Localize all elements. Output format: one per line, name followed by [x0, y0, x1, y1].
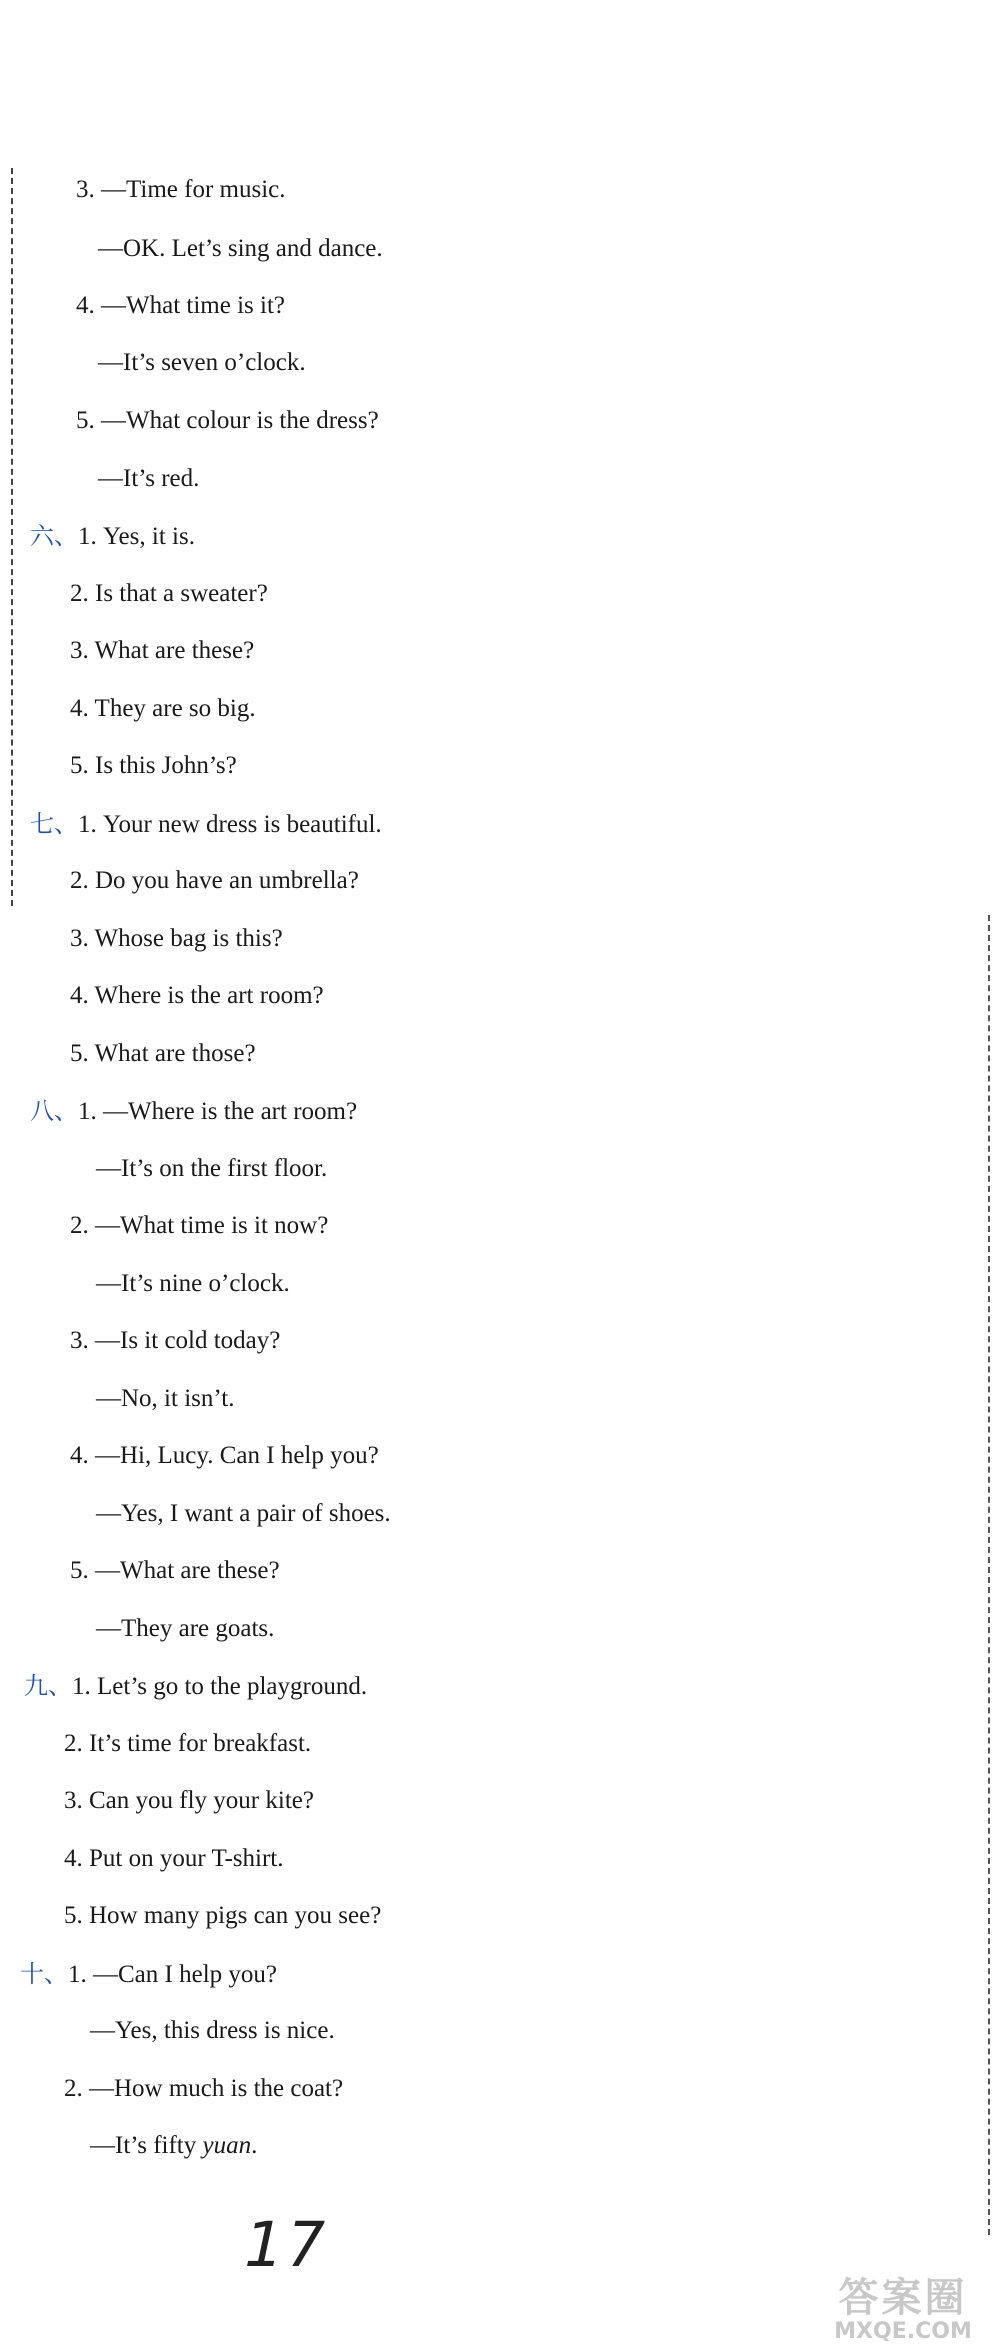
section-six-line-3: 3. What are these?: [70, 637, 255, 664]
section-nine-line-2: 2. It’s time for breakfast.: [64, 1730, 312, 1757]
answer-line-5-3-a: —OK. Let’s sing and dance.: [98, 235, 383, 262]
section-nine-line-3: 3. Can you fly your kite?: [64, 1787, 314, 1814]
page-number: 17: [236, 2208, 335, 2281]
section-eight-line-2-q: 2. —What time is it now?: [70, 1212, 329, 1239]
section-six-line-4: 4. They are so big.: [70, 695, 256, 722]
section-eight-line-1-a: —It’s on the first floor.: [96, 1155, 328, 1182]
section-eight-line-3-q: 3. —Is it cold today?: [70, 1327, 281, 1354]
section-seven-line-5: 5. What are those?: [70, 1040, 256, 1067]
section-marker-seven: 七、: [30, 810, 78, 838]
section-nine-line-4: 4. Put on your T-shirt.: [64, 1845, 284, 1872]
answer-line-5-3-q: 3. —Time for music.: [76, 176, 286, 203]
section-seven-line-2: 2. Do you have an umbrella?: [70, 867, 359, 894]
section-eight-line-1: 八、1. —Where is the art room?: [30, 1097, 358, 1125]
section-ten-line-2-q: 2. —How much is the coat?: [64, 2075, 344, 2102]
section-marker-six: 六、: [30, 522, 78, 550]
section-eight-line-4-a: —Yes, I want a pair of shoes.: [96, 1500, 391, 1527]
section-ten-line-2-a: —It’s fifty yuan.: [90, 2132, 258, 2159]
section-eight-line-5-a: —They are goats.: [96, 1615, 275, 1642]
answer-line-5-5-q: 5. —What colour is the dress?: [76, 407, 379, 434]
right-dashed-border: [988, 915, 990, 2235]
section-ten-line-1: 十、1. —Can I help you?: [20, 1960, 277, 1988]
section-marker-ten: 十、: [20, 1960, 68, 1988]
section-seven-line-3: 3. Whose bag is this?: [70, 925, 283, 952]
section-eight-line-5-q: 5. —What are these?: [70, 1557, 280, 1584]
section-nine-line-1: 九、1. Let’s go to the playground.: [24, 1672, 368, 1700]
watermark-url: MXQE.COM: [834, 2319, 972, 2344]
answer-line-5-5-a: —It’s red.: [98, 465, 200, 492]
section-marker-nine: 九、: [24, 1672, 72, 1700]
section-eight-line-2-a: —It’s nine o’clock.: [96, 1270, 290, 1297]
section-nine-line-5: 5. How many pigs can you see?: [64, 1902, 382, 1929]
section-marker-eight: 八、: [30, 1097, 78, 1125]
watermark-title: 答案圈: [838, 2275, 968, 2321]
section-eight-line-4-q: 4. —Hi, Lucy. Can I help you?: [70, 1442, 379, 1469]
section-six-line-5: 5. Is this John’s?: [70, 752, 237, 779]
watermark-logo: [808, 2276, 998, 2348]
section-eight-line-3-a: —No, it isn’t.: [96, 1385, 235, 1412]
section-ten-line-1-a: —Yes, this dress is nice.: [90, 2017, 335, 2044]
answer-line-5-4-q: 4. —What time is it?: [76, 292, 285, 319]
section-seven-line-1: 七、1. Your new dress is beautiful.: [30, 810, 382, 838]
section-seven-line-4: 4. Where is the art room?: [70, 982, 324, 1009]
section-six-line-1: 六、1. Yes, it is.: [30, 522, 195, 550]
section-six-line-2: 2. Is that a sweater?: [70, 580, 268, 607]
left-dashed-border: [11, 168, 13, 906]
answer-line-5-4-a: —It’s seven o’clock.: [98, 349, 306, 376]
